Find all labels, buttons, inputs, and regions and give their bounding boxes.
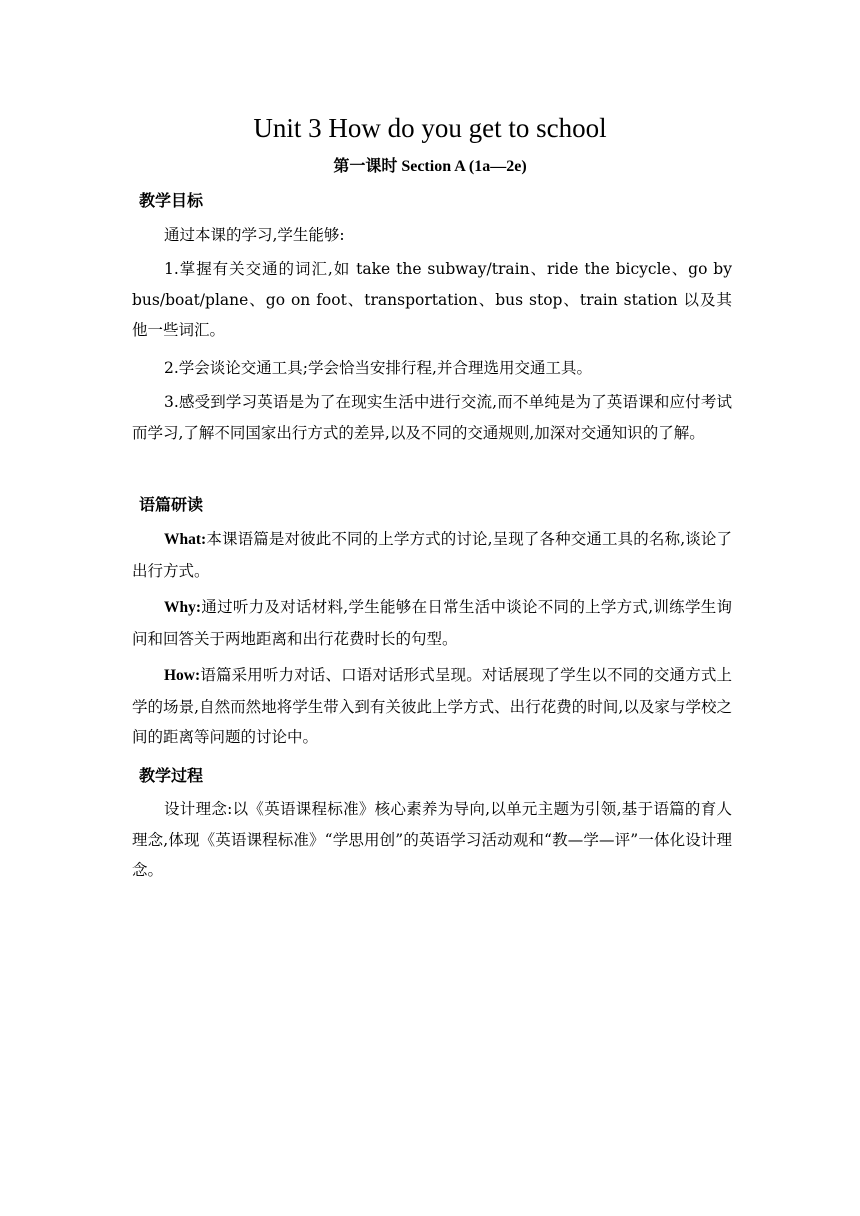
what-text: 本课语篇是对彼此不同的上学方式的讨论,呈现了各种交通工具的名称,谈论了出行方式。 xyxy=(132,530,732,580)
goals-item-3: 3.感受到学习英语是为了在现实生活中进行交流,而不单纯是为了英语课和应付考试而学习,了解不同国家出行方式的差异,以及不同的交通规则,加深对交通知识的了解。 xyxy=(132,393,732,442)
section-heading-goals: 教学目标 xyxy=(139,191,204,210)
goals-item-2: 2.学会谈论交通工具;学会恰当安排行程,并合理选用交通工具。 xyxy=(164,359,592,377)
goals-intro: 通过本课的学习,学生能够: xyxy=(164,226,345,244)
how-text: 语篇采用听力对话、口语对话形式呈现。对话展现了学生以不同的交通方式上学的场景,自然而然地将学生带入到有关彼此上学方式、出行花费的时间,以及家与学校之间的距离等问题的讨论中。 xyxy=(132,666,732,746)
why-text: 通过听力及对话材料,学生能够在日常生活中谈论不同的上学方式,训练学生询问和回答关于两地距离和出行花费时长的句型。 xyxy=(132,598,732,648)
why-label: Why: xyxy=(164,599,202,616)
reading-why xyxy=(132,592,732,654)
goals-item-1: 1.掌握有关交通的词汇,如 take the subway/train、ride the bicycle、go by bus/boat/plane、go on foot、transportation、bus stop、train station 以及其他一些词汇。 xyxy=(132,260,732,339)
document-title: Unit 3 How do you get to school xyxy=(253,113,607,143)
reading-what xyxy=(132,524,732,586)
how-label: How: xyxy=(164,667,201,684)
reading-how xyxy=(132,660,732,753)
section-heading-process: 教学过程 xyxy=(139,766,204,785)
section-heading-reading: 语篇研读 xyxy=(139,495,204,514)
what-label: What: xyxy=(164,531,207,548)
lesson-subtitle: 第一课时 Section A (1a—2e) xyxy=(333,158,527,175)
process-text: 设计理念:以《英语课程标准》核心素养为导向,以单元主题为引领,基于语篇的育人理念,体现《英语课程标准》“学思用创”的英语学习活动观和“教—学—评”一体化设计理念。 xyxy=(132,800,732,879)
